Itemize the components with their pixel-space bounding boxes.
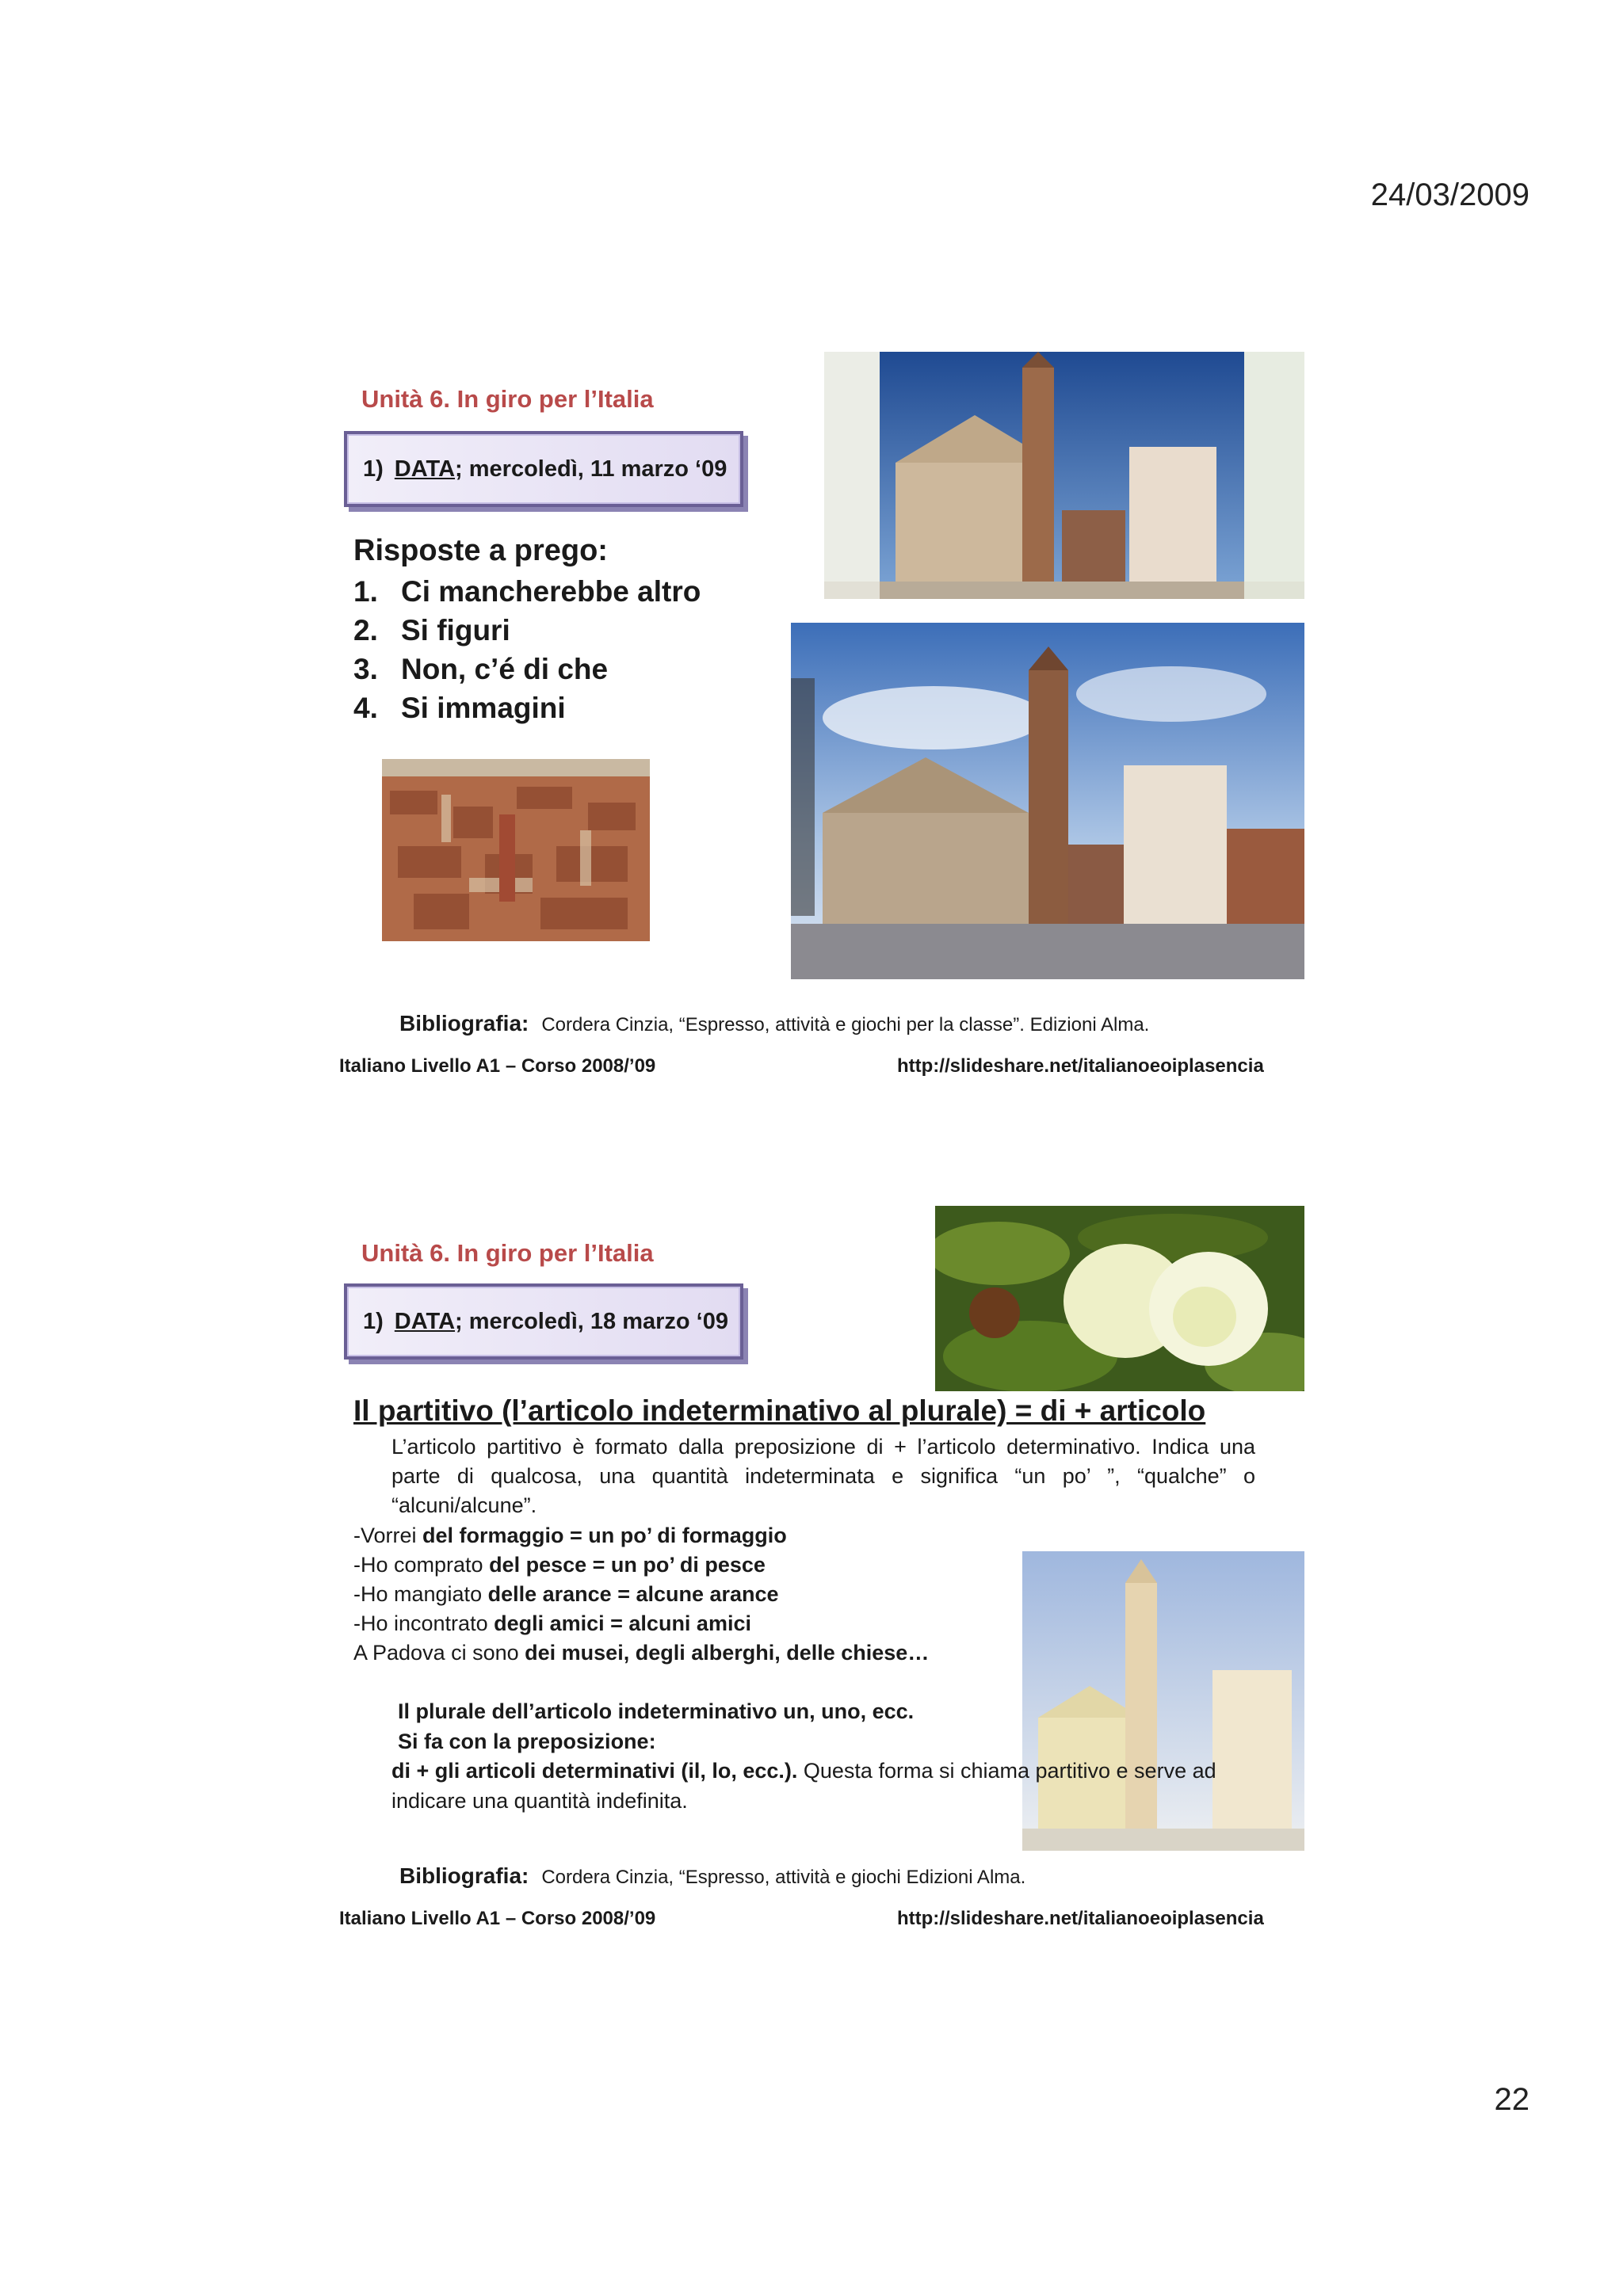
cathedral-photo-faded <box>1022 1551 1304 1851</box>
slide1-data-box <box>344 431 743 507</box>
partitivo-paragraph: L’articolo partitivo è formato dalla preposizione di + l’articolo determinativo. Indica una parte di qualcosa, una quantità indeterminata e significa “un po’ ”, “qualche” o “alcuni/alcune”. <box>391 1435 1255 1517</box>
data-box-date: ; mercoledì, 11 marzo ‘09 <box>455 456 727 482</box>
aerial-city-photo <box>382 759 650 941</box>
slide1-unit-title: Unità 6. In giro per l’Italia <box>361 385 654 413</box>
list-item: -Ho mangiato delle arance = alcune arance <box>353 1582 779 1606</box>
slide2-bibliography: Bibliografia: Cordera Cinzia, “Espresso, attività e giochi Edizioni Alma. <box>399 1863 1026 1888</box>
list-item: 4. Si immagini <box>353 692 566 724</box>
rule-line-4: indicare una quantità indefinita. <box>391 1789 688 1813</box>
list-item: -Ho incontrato degli amici = alcuni amici <box>353 1611 751 1635</box>
data-box-date: ; mercoledì, 18 marzo ‘09 <box>455 1308 728 1334</box>
data-box-label: DATA <box>394 1308 456 1334</box>
list-item: A Padova ci sono dei musei, degli alberghi, delle chiese… <box>353 1641 930 1665</box>
list-item: -Vorrei del formaggio = un po’ di formaggio <box>353 1524 787 1547</box>
data-box-number: 1) <box>363 1308 384 1334</box>
list-item: 2. Si figuri <box>353 614 510 646</box>
slide2-footer-course: Italiano Livello A1 – Corso 2008/’09 <box>339 1908 656 1929</box>
duomo-photo-faded <box>824 352 1304 599</box>
partitivo-title: Il partitivo (l’articolo indeterminativo al plurale) = di + articolo <box>353 1394 1206 1427</box>
slide2-unit-title: Unità 6. In giro per l’Italia <box>361 1239 654 1267</box>
cheese-photo <box>935 1206 1304 1391</box>
list-item: 1. Ci mancherebbe altro <box>353 575 701 608</box>
slide1-footer-link[interactable]: http://slideshare.net/italianoeoiplasencia <box>897 1055 1264 1077</box>
list-item: 3. Non, c’é di che <box>353 653 609 685</box>
rule-line-1: Il plurale dell’articolo indeterminativo un, uno, ecc. <box>398 1699 915 1723</box>
slide1-footer-course: Italiano Livello A1 – Corso 2008/’09 <box>339 1055 656 1077</box>
data-box-label: DATA <box>394 456 456 482</box>
answers-list <box>353 572 701 727</box>
slide1-bibliography: Bibliografia: Cordera Cinzia, “Espresso, attività e giochi per la classe”. Edizioni Alma. <box>399 1011 1150 1035</box>
duomo-piazza-photo <box>791 623 1304 979</box>
examples-list <box>353 1521 929 1668</box>
data-box-number: 1) <box>363 456 384 482</box>
slide2-data-box <box>344 1283 743 1360</box>
page-number: 22 <box>1494 2082 1529 2117</box>
slide2-footer-link[interactable]: http://slideshare.net/italianoeoiplasencia <box>897 1908 1264 1929</box>
answers-title: Risposte a prego: <box>353 534 608 567</box>
page-date: 24/03/2009 <box>1370 177 1529 212</box>
rule-line-3: di + gli articoli determinativi (il, lo, ecc.). Questa forma si chiama partitivo e serve ad <box>391 1759 1216 1783</box>
rule-line-2: Si fa con la preposizione: <box>398 1730 656 1753</box>
list-item: -Ho comprato del pesce = un po’ di pesce <box>353 1553 766 1577</box>
